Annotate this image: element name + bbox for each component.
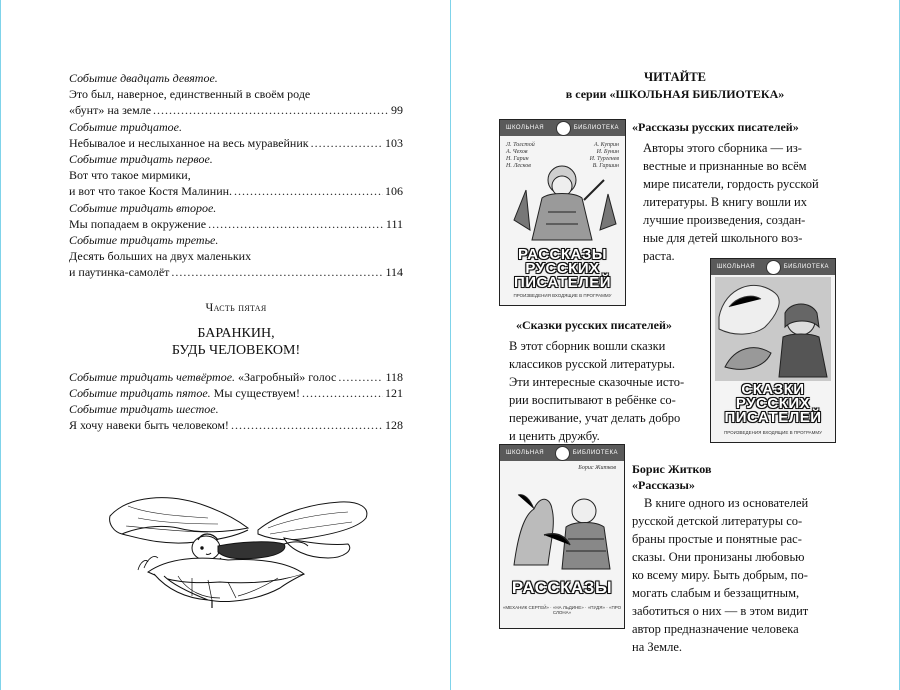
toc-entry-text: «Загробный» голос: [235, 369, 337, 384]
series-emblem-icon: [556, 121, 571, 136]
toc-page-number: 103: [385, 135, 403, 150]
toc-entry-text: Небывалое и неслыханное на весь муравейник: [69, 135, 309, 150]
book-cover-zhitkov-rasskazy[interactable]: [499, 444, 625, 629]
toc-page-number: 111: [385, 216, 403, 231]
toc-entry-text: Мы существуем!: [210, 386, 301, 401]
toc-entry-line[interactable]: [69, 417, 403, 433]
toc-event-title: Событие тридцать второе.: [69, 200, 217, 215]
leader-dots: [338, 369, 383, 385]
toc-entry-line: [69, 264, 403, 280]
cover-authors: А. Куприн И. Бунин И. Тургенев В. Гаршин: [589, 142, 619, 169]
toc-entry-text: Мы попадаем в окружение: [69, 216, 207, 231]
toc-entry-text: и паутинка-самолёт: [69, 265, 170, 280]
toc-entry-text: Десять больших на двух маленьких: [69, 249, 252, 264]
series-band-label: ШКОЛЬНАЯ: [717, 264, 756, 270]
toc-page-number: 99: [391, 103, 403, 118]
toc-event-title: Событие тридцать пятое.: [69, 386, 211, 401]
cover-subtitle: ПРОИЗВЕДЕНИЯ ВХОДЯЩИЕ В ПРОГРАММУ: [723, 430, 823, 435]
book-description: В этот сборник вошли сказки классиков русской литературы. Эти интересные сказочные исто- рии воспитывают в ребёнке со- переживание, учат делать добро и ценить дружбу.: [509, 339, 685, 443]
book-cover-rasskazy-russkih[interactable]: [499, 119, 626, 306]
toc-entry-text: «бунт» на земле: [69, 103, 152, 118]
toc-entry-text: Это был, наверное, единственный в своём роде: [69, 87, 311, 102]
book-cover-skazki-russkih[interactable]: [710, 258, 836, 443]
series-band-label: БИБЛИОТЕКА: [573, 125, 619, 131]
cover-title: СКАЗКИ РУССКИХ ПИСАТЕЛЕЙ: [724, 381, 822, 426]
toc-page-number: 121: [385, 386, 403, 401]
toc-entry-text: [69, 369, 336, 385]
table-of-contents: [69, 70, 403, 434]
toc-event-title: Событие тридцать четвёртое.: [69, 369, 236, 384]
leader-dots: [311, 135, 383, 151]
book-title: «Рассказы русских писателей»: [632, 120, 799, 134]
leader-dots: [153, 102, 389, 118]
toc-entry[interactable]: [69, 119, 403, 151]
leader-dots: [208, 216, 384, 232]
toc-entry-line: [69, 135, 403, 151]
book-description: В книге одного из основателей русской детской литературы со- браны простые и понятные рас- сказы. Они пронизаны любовью ко всему миру. Быть добрым, по- могать слабым и беззащитным, заботиться о них — в этом видит автор предназначение человека на Земле.: [632, 496, 809, 654]
toc-event-title: Событие двадцать девятое.: [69, 71, 218, 85]
leader-dots: [231, 417, 383, 433]
cover-illustration: [715, 277, 831, 381]
cover-authors: Л. Толстой А. Чехов Н. Гарин Н. Лесков: [506, 142, 535, 169]
toc-page-number: 106: [385, 184, 403, 199]
toc-event-title: Событие тридцать первое.: [69, 152, 213, 167]
cover-title: РАССКАЗЫ РУССКИХ ПИСАТЕЛЕЙ: [513, 246, 612, 291]
toc-entry[interactable]: [69, 232, 403, 281]
series-emblem-icon: [555, 446, 570, 461]
part-title-line: БУДЬ ЧЕЛОВЕКОМ!: [171, 342, 301, 358]
toc-event-title[interactable]: Событие тридцать шестое.: [69, 402, 219, 417]
series-band-label: БИБЛИОТЕКА: [572, 450, 618, 456]
book-author: Борис Житков: [632, 462, 712, 476]
leader-dots: [171, 264, 383, 280]
cover-illustration: [504, 475, 620, 575]
series-heading: в серии «ШКОЛЬНАЯ БИБЛИОТЕКА»: [565, 87, 785, 101]
toc-entry-line: [69, 216, 403, 232]
toc-entry-line: [69, 183, 403, 199]
fairy-illustration: [108, 488, 370, 608]
cover-author: Борис Житков: [578, 465, 616, 471]
cover-subtitle: «МЕХАНИК СЕРГЕЙ» · «НА ЛЬДИНЕ» · «ПУДЯ» · «ПРО СЛОНА»: [502, 605, 622, 615]
toc-entry-text: [69, 385, 300, 401]
part-title-line: БАРАНКИН,: [197, 325, 275, 341]
cover-subtitle: ПРОИЗВЕДЕНИЯ ВХОДЯЩИЕ В ПРОГРАММУ: [513, 293, 612, 298]
toc-entry-line[interactable]: [69, 369, 403, 385]
toc-page-number: 118: [385, 369, 403, 384]
toc-entry-text: Вот что такое мирмики,: [69, 168, 191, 183]
book-description: Авторы этого сборника — из- вестные и признанные во всём мире писатели, гордость русской литературы. В книгу вошли их лучшие произведения, создан- ные для детей школьного воз- раста.: [643, 141, 819, 263]
book-title: «Сказки русских писателей»: [516, 318, 672, 332]
book-title: «Рассказы»: [632, 478, 695, 492]
toc-entry[interactable]: [69, 200, 403, 232]
toc-entry[interactable]: [69, 151, 403, 200]
read-heading: ЧИТАЙТЕ: [643, 70, 707, 84]
part-label: Часть пятая: [205, 299, 267, 314]
toc-entry-text: и вот что такое Костя Малинин.: [69, 184, 233, 199]
toc-entry-line[interactable]: [69, 385, 403, 401]
cover-title: РАССКАЗЫ: [511, 578, 613, 597]
toc-entry-text: Я хочу навеки быть человеком!: [69, 418, 229, 433]
toc-entry-line: [69, 102, 403, 118]
series-band-label: БИБЛИОТЕКА: [783, 264, 829, 270]
series-band-label: ШКОЛЬНАЯ: [506, 450, 545, 456]
toc-page-number: 114: [385, 265, 403, 280]
toc-event-title: Событие тридцать третье.: [69, 233, 219, 248]
toc-event-title: Событие тридцатое.: [69, 119, 182, 134]
toc-page-number: 128: [385, 418, 403, 433]
toc-entry[interactable]: [69, 70, 403, 119]
cover-illustration: [504, 160, 621, 246]
part-title: [69, 325, 403, 359]
series-band-label: ШКОЛЬНАЯ: [506, 125, 545, 131]
leader-dots: [234, 183, 383, 199]
series-emblem-icon: [766, 260, 781, 275]
leader-dots: [302, 385, 383, 401]
